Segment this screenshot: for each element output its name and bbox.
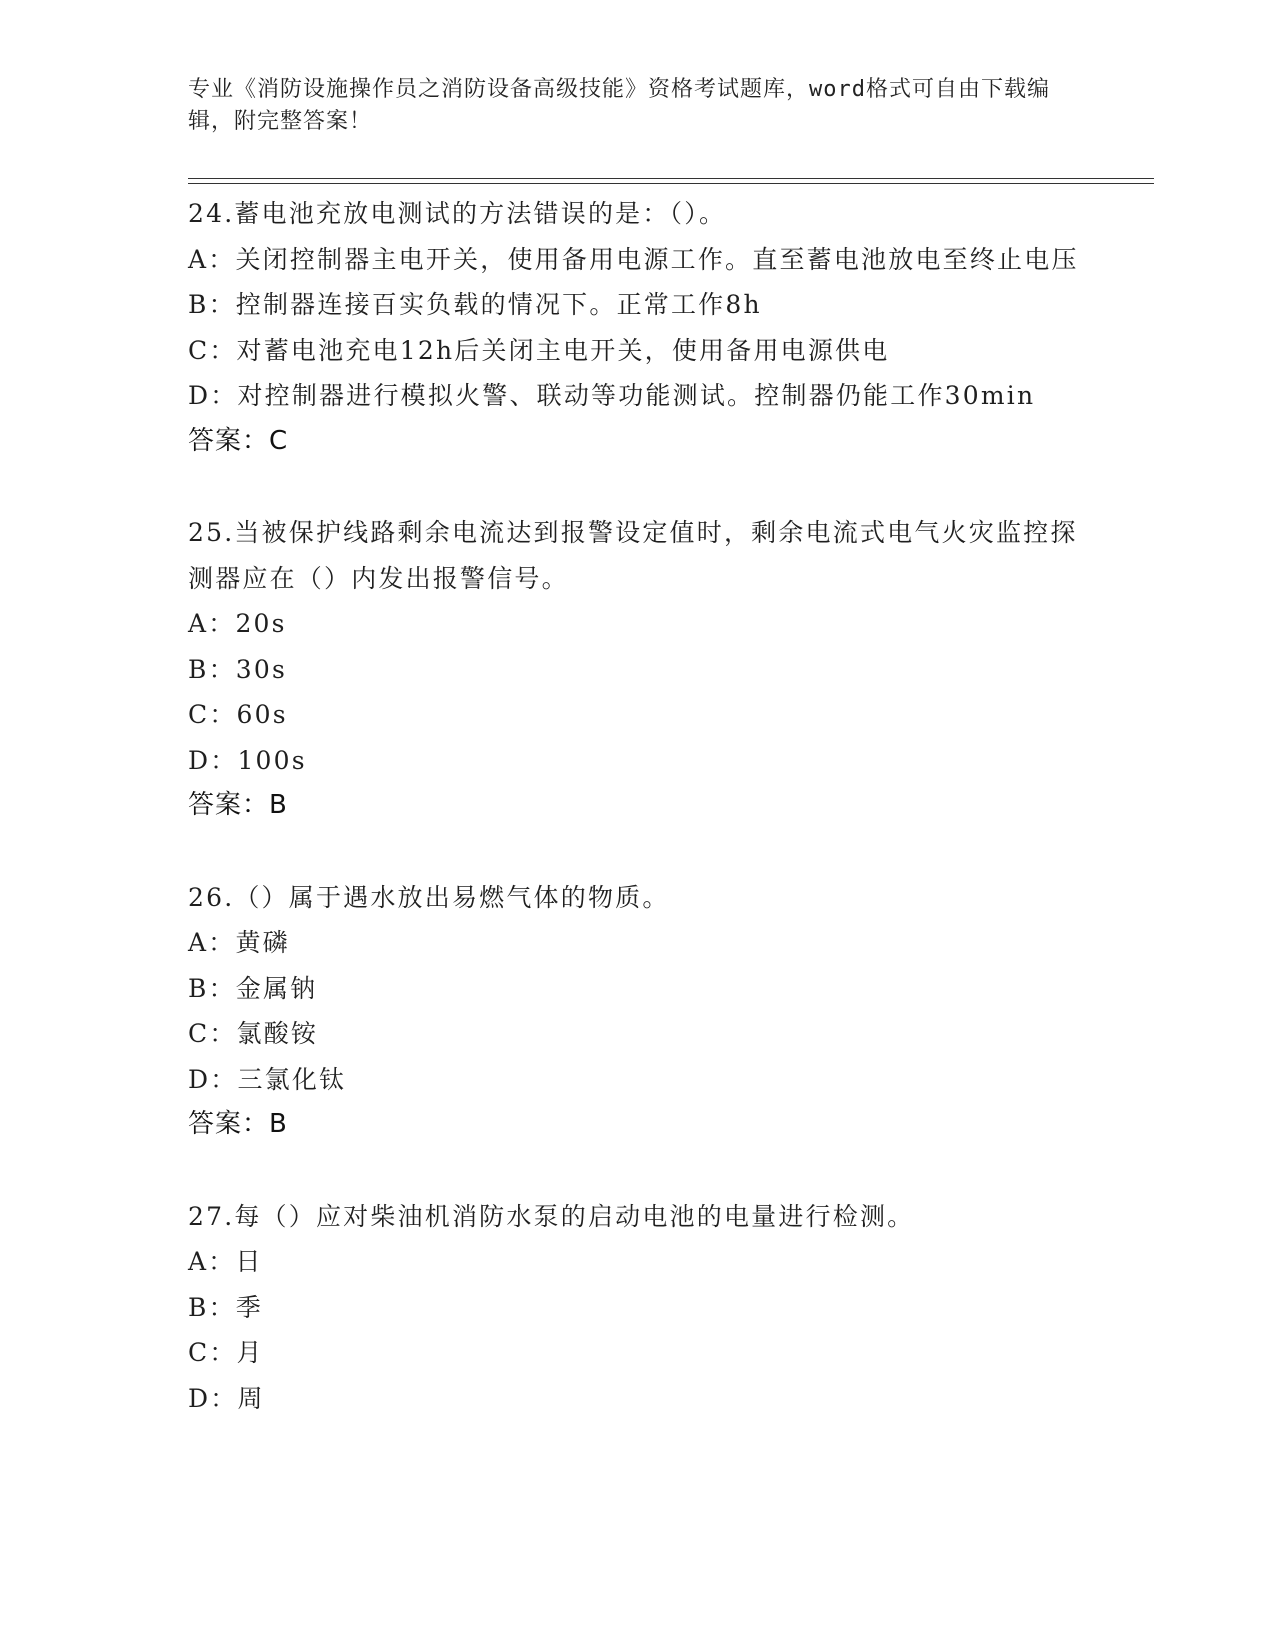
question-27 [188,1194,1088,1422]
header-rule-top [188,178,1154,179]
question-stem: 25.当被保护线路剩余电流达到报警设定值时，剩余电流式电气火灾监控探测器应在（）内发出报警信号。 [188,518,1078,593]
option-d: D：对控制器进行模拟火警、联动等功能测试。控制器仍能工作30min [188,381,1036,410]
question-stem: 24.蓄电池充放电测试的方法错误的是：（）。 [188,199,727,228]
header-rule-bottom [188,183,1154,184]
option-c: C：对蓄电池充电12h后关闭主电开关，使用备用电源供电 [188,335,890,365]
spacer [188,829,1088,875]
option-a: A：日 [188,1247,263,1276]
question-25 [188,510,1088,829]
spacer [188,1148,1088,1194]
option-b: B：控制器连接百实负载的情况下。正常工作8h [188,290,762,319]
option-c: C：月 [188,1338,264,1367]
option-b: B：30s [188,654,288,684]
answer: 答案：C [188,425,289,456]
spacer [188,464,1088,510]
question-stem: 26.（）属于遇水放出易燃气体的物质。 [188,882,670,912]
option-b: B：季 [188,1292,263,1322]
question-26 [188,875,1088,1148]
option-c: C：60s [188,700,288,729]
option-a: A：关闭控制器主电开关，使用备用电源工作。直至蓄电池放电至终止电压 [188,244,1079,274]
option-a: A：黄磷 [188,928,290,957]
answer: 答案：B [188,1109,288,1139]
answer: 答案：B [188,790,288,820]
option-d: D：周 [188,1383,265,1413]
option-d: D：三氯化钛 [188,1064,347,1094]
question-stem: 27.每（）应对柴油机消防水泵的启动电池的电量进行检测。 [188,1201,915,1231]
option-d: D：100s [188,745,307,775]
option-c: C：氯酸铵 [188,1019,319,1048]
option-a: A：20s [188,609,287,638]
question-24 [188,191,1088,464]
question-list [188,191,1088,1421]
document-header: 专业《消防设施操作员之消防设备高级技能》资格考试题库，word格式可自由下载编辑，附完整答案！ [188,77,1050,134]
option-b: B：金属钠 [188,973,318,1003]
